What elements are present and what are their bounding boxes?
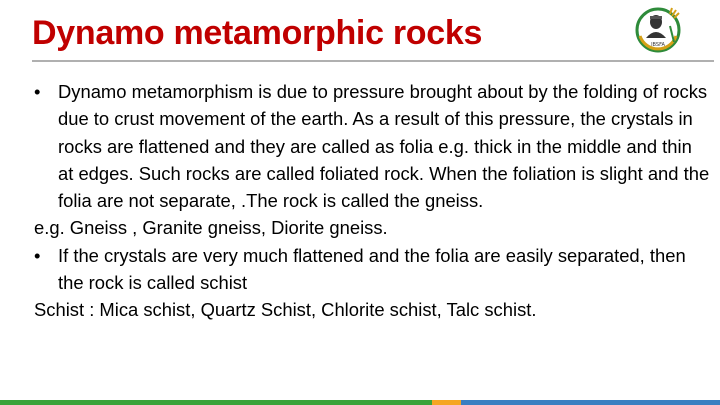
footer-color-bar <box>0 400 720 405</box>
bullet-item <box>34 78 710 214</box>
slide-body <box>34 78 710 324</box>
logo <box>634 6 686 56</box>
bullet-item <box>34 242 710 297</box>
bullet-marker: • <box>34 244 41 266</box>
slide-title: Dynamo metamorphic rocks <box>32 14 483 52</box>
title-divider <box>32 60 714 62</box>
footer-segment <box>432 400 461 405</box>
logo-caption: IBSFA <box>651 42 665 48</box>
footer-segment <box>461 400 720 405</box>
footer-segment <box>0 400 432 405</box>
farmer-portrait-emblem-icon <box>634 6 686 56</box>
example-line: Schist : Mica schist, Quartz Schist, Chlorite schist, Talc schist. <box>34 299 537 321</box>
example-line: e.g. Gneiss , Granite gneiss, Diorite gneiss. <box>34 217 388 239</box>
bullet-marker: • <box>34 81 41 102</box>
bullet-text: If the crystals are very much flattened and the folia are easily separated, then the rock is called schist <box>58 244 686 294</box>
bullet-text: Dynamo metamorphism is due to pressure brought about by the folding of rocks due to crust movement of the earth. As a result of this pressure, the crystals in rocks are flattened and they are called as folia e.g. thick in the middle and thin at edges. Such rocks are called foliated rock. When the foliation is slight and the folia are not separate, .The rock is called the gneiss. <box>58 81 710 212</box>
